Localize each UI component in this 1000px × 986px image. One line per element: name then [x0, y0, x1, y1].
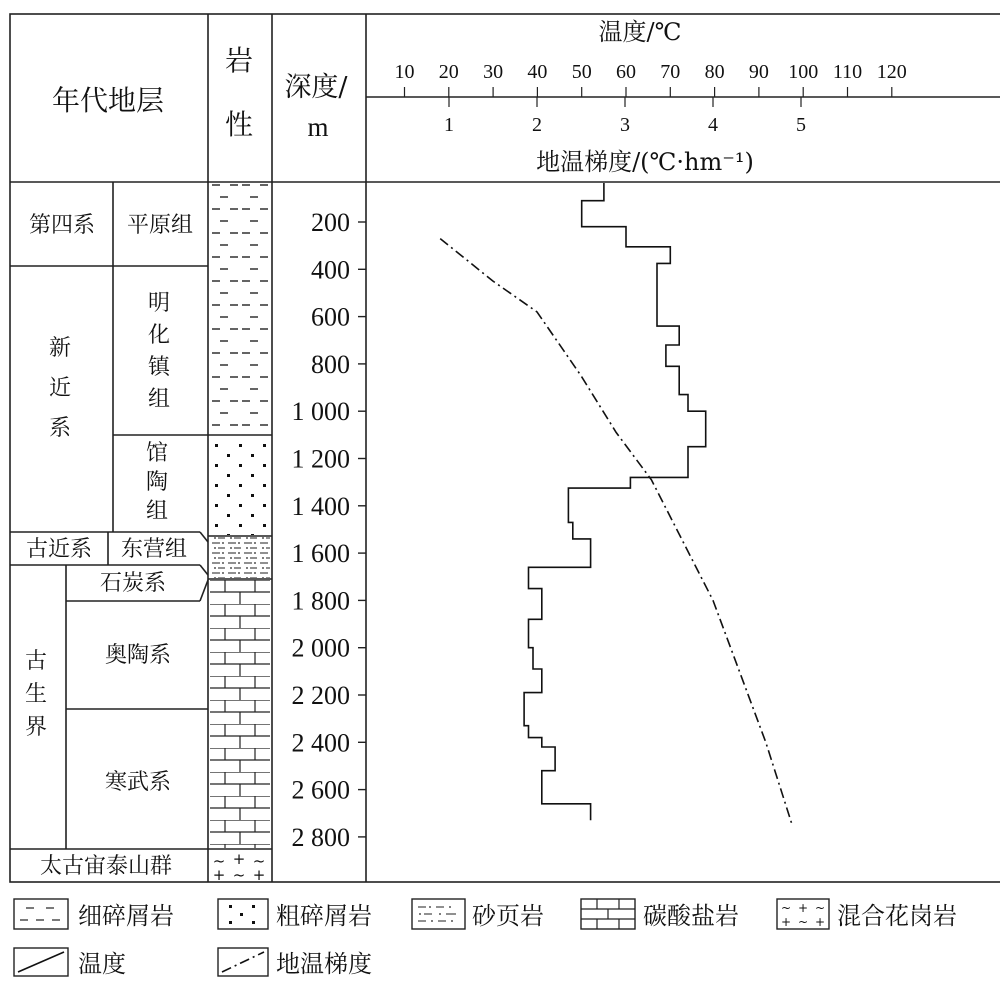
gradient-axis-ticks [444, 97, 806, 136]
legend-item-geothermal-gradient [218, 948, 372, 978]
stratum-paleozoic-3: 界 [24, 715, 48, 740]
legend-label-migmatite-granite: 混合花岗岩 [837, 902, 957, 930]
svg-text:~: ~ [814, 901, 826, 915]
gradient-tick-label: 4 [708, 114, 718, 136]
depth-tick-label: 600 [311, 302, 350, 332]
strata-lines [10, 182, 208, 849]
depth-tick-label: 2 600 [291, 775, 350, 805]
stratum-neogene-1: 新 [48, 336, 72, 361]
svg-text:~: ~ [797, 915, 809, 929]
svg-text:+: + [212, 866, 226, 884]
legend-item-carbonate [581, 899, 739, 930]
stratum-guantao-2: 陶 [145, 470, 169, 495]
svg-text:+: + [780, 915, 792, 929]
stratum-quaternary: 第四系 [28, 213, 96, 238]
temp-tick-label: 50 [571, 61, 592, 83]
lithology-title-1: 岩 [224, 44, 254, 77]
temp-tick-label: 20 [438, 61, 459, 83]
temperature-axis-ticks [395, 61, 907, 97]
temp-tick-label: 120 [876, 61, 907, 83]
temp-tick-label: 110 [832, 61, 863, 83]
stratum-guantao-3: 组 [145, 499, 169, 524]
gradient-tick-label: 1 [444, 114, 454, 136]
svg-text:~: ~ [212, 852, 226, 870]
stratum-paleogene: 古近系 [25, 537, 93, 562]
legend-label-fine-clastic: 细碎屑岩 [78, 902, 174, 930]
depth-tick-label: 1 400 [291, 491, 350, 521]
gradient-tick-label: 5 [796, 114, 806, 136]
depth-title-2: m [307, 112, 329, 142]
legend-label-carbonate: 碳酸盐岩 [643, 902, 739, 930]
depth-tick-label: 400 [311, 255, 350, 285]
depth-tick-label: 1 000 [291, 397, 350, 427]
stratum-carboniferous: 石炭系 [99, 571, 167, 596]
temp-tick-label: 60 [616, 61, 636, 83]
temperature-axis-title: 温度/℃ [598, 18, 682, 46]
strata-column-title: 年代地层 [51, 84, 165, 117]
svg-text:+: + [232, 850, 246, 868]
depth-tick-label: 2 400 [291, 728, 350, 758]
stratum-paleozoic-1: 古 [24, 649, 48, 674]
legend-item-coarse-clastic [218, 899, 372, 930]
lithology-column [208, 184, 272, 884]
depth-tick-label: 2 000 [291, 633, 350, 663]
stratum-minghuazhen-2: 化 [147, 323, 171, 348]
stratum-guantao-1: 馆 [145, 441, 169, 466]
temp-tick-label: 30 [483, 61, 504, 83]
stratum-pingyuan: 平原组 [126, 213, 194, 238]
lith-sandy-shale [210, 537, 270, 578]
depth-tick-label: 1 200 [291, 444, 350, 474]
gradient-axis-title: 地温梯度/(℃·hm⁻¹) [536, 148, 754, 176]
depth-tick-label: 200 [311, 208, 350, 237]
stratum-minghuazhen-4: 组 [147, 387, 171, 412]
stratum-minghuazhen-3: 镇 [147, 355, 171, 380]
depth-tick-label: 2 800 [291, 822, 350, 852]
gradient-series-line [440, 239, 792, 826]
svg-text:+: + [797, 901, 809, 915]
legend-label-coarse-clastic: 粗碎屑岩 [276, 902, 372, 930]
depth-tick-label: 1 600 [291, 539, 350, 569]
temp-tick-label: 100 [788, 61, 819, 83]
depth-axis [292, 208, 367, 852]
lith-fine-clastic [210, 184, 270, 435]
stratum-ordovician: 奥陶系 [104, 643, 172, 668]
legend-item-migmatite-granite [777, 899, 957, 930]
legend-item-temperature [14, 948, 126, 978]
legend [14, 899, 957, 978]
depth-tick-label: 800 [311, 349, 350, 379]
legend-item-sandy-shale [412, 899, 544, 930]
temp-tick-label: 70 [660, 61, 681, 83]
gradient-tick-label: 3 [620, 114, 630, 136]
stratum-paleozoic-2: 生 [24, 682, 48, 707]
temp-tick-label: 90 [748, 61, 769, 83]
depth-tick-label: 2 200 [291, 681, 350, 710]
gradient-tick-label: 2 [532, 114, 542, 136]
stratum-minghuazhen-1: 明 [147, 291, 171, 316]
depth-title-1: 深度/ [284, 72, 348, 103]
temperature-series-line [524, 183, 706, 820]
legend-label-temperature: 温度 [78, 950, 126, 978]
stratum-archean: 太古宙泰山群 [39, 854, 173, 879]
stratum-neogene-2: 近 [48, 376, 72, 401]
temp-tick-label: 40 [527, 61, 548, 83]
temp-tick-label: 10 [394, 61, 415, 83]
svg-text:+: + [252, 866, 266, 884]
lithology-title-2: 性 [224, 108, 254, 141]
svg-text:~: ~ [232, 866, 246, 884]
depth-tick-label: 1 800 [291, 586, 350, 616]
lith-carbonate [210, 580, 270, 848]
legend-label-sandy-shale: 砂页岩 [472, 902, 544, 930]
lith-migmatite-granite [213, 850, 266, 884]
svg-text:+: + [814, 915, 826, 929]
svg-text:~: ~ [252, 852, 266, 870]
stratum-dongying: 东营组 [120, 537, 188, 562]
plot-area [440, 183, 792, 825]
stratum-neogene-3: 系 [48, 416, 72, 441]
temp-tick-label: 80 [704, 61, 725, 83]
legend-item-fine-clastic [14, 899, 174, 930]
legend-label-geothermal-gradient: 地温梯度 [276, 950, 372, 978]
stratum-cambrian: 寒武系 [104, 770, 172, 795]
svg-text:~: ~ [780, 901, 792, 915]
lith-coarse-clastic [210, 437, 270, 535]
